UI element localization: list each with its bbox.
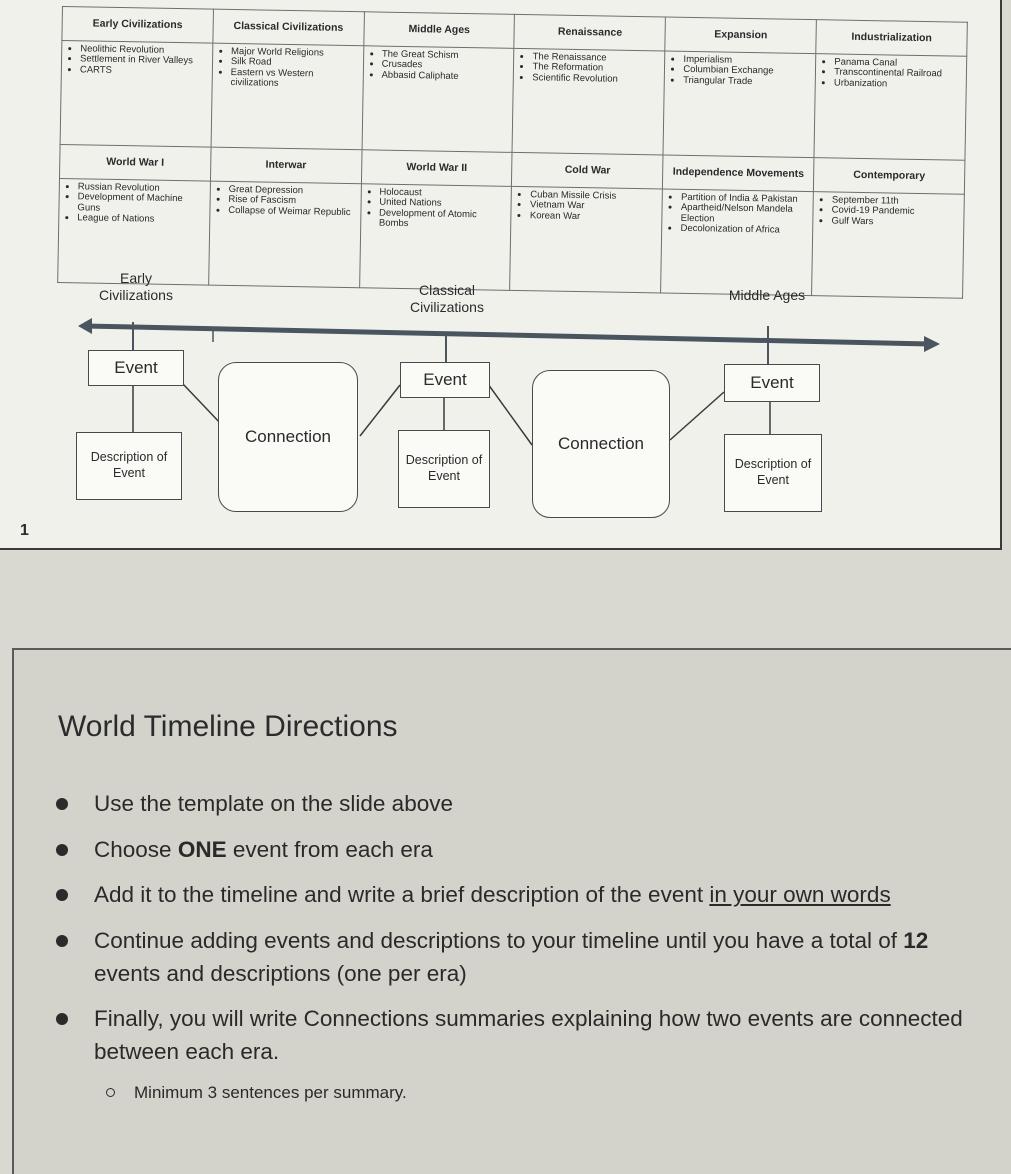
era-item: • Crusades [382,60,508,73]
era-item: • Settlement in River Valleys [80,55,206,68]
era-item: • United Nations [379,198,505,211]
timeline-era-label-classical: Classical Civilizations [410,282,484,315]
era-item: • Scientific Revolution [532,73,658,86]
era-item: • Urbanization [834,78,960,91]
directions-list [54,788,964,1119]
era-header-cell: World War II [361,150,512,187]
era-item: • Neolithic Revolution [80,44,206,57]
event-box-2[interactable]: Event [400,362,490,398]
connection-box-1[interactable]: Connection [218,362,358,512]
era-item: • Silk Road [231,57,357,70]
era-header-cell: Renaissance [514,14,665,51]
direction-item: Continue adding events and descriptions to your timeline until you have a total of 12 events and descriptions (one per era) [54,925,964,990]
era-item: • Decolonization of Africa [680,224,806,237]
era-item: • The Renaissance [533,52,659,65]
template-slide [0,0,1002,550]
timeline-era-label-middle-ages: Middle Ages [728,287,806,303]
era-header-cell: Classical Civilizations [213,9,364,46]
sub-direction-item: Minimum 3 sentences per summary. [54,1081,964,1106]
era-item: • Triangular Trade [683,76,809,89]
era-item: • League of Nations [77,214,203,227]
era-item: • Eastern vs Western civilizations [230,68,356,91]
slide-number: 1 [20,522,29,539]
era-item: • Gulf Wars [831,216,957,229]
era-item: • Transcontinental Railroad [834,68,960,81]
era-item: • Collapse of Weimar Republic [228,206,354,219]
direction-item: Finally, you will write Connections summaries explaining how two events are connected between each era. [54,1003,964,1068]
era-header-cell: Expansion [665,17,816,54]
era-header-cell: Early Civilizations [62,7,213,44]
era-item: • The Reformation [532,63,658,76]
era-header-cell: Interwar [210,147,361,184]
era-header-cell: Cold War [512,152,663,189]
era-item: • Apartheid/Nelson Mandela Election [681,203,807,226]
direction-item: Use the template on the slide above [54,788,964,821]
era-item: • Development of Machine Guns [77,193,203,216]
direction-item: Add it to the timeline and write a brief description of the event in your own words [54,879,964,912]
era-item: • Cuban Missile Crisis [530,190,656,203]
description-box-1[interactable]: Description of Event [76,432,182,500]
era-item: • Abbasid Caliphate [381,70,507,83]
direction-item: Choose ONE event from each era [54,834,964,867]
bullet-icon [56,798,68,810]
event-box-3[interactable]: Event [724,364,820,402]
era-item: • Development of Atomic Bombs [379,208,505,231]
era-item: • Panama Canal [834,57,960,70]
bullet-icon [56,935,68,947]
era-item: • Holocaust [379,188,505,201]
era-item: • CARTS [80,65,206,78]
era-header-cell: Contemporary [814,158,965,195]
bullet-icon [56,844,68,856]
era-item: • The Great Schism [382,50,508,63]
era-header-cell: World War I [59,144,210,181]
description-box-2[interactable]: Description of Event [398,430,490,508]
era-item: • Vietnam War [530,201,656,214]
era-header-cell: Independence Movements [663,155,814,192]
era-header-cell: Middle Ages [364,12,515,49]
era-item: • Imperialism [683,55,809,68]
era-item: • Russian Revolution [78,182,204,195]
era-item: • Partition of India & Pakistan [681,193,807,206]
era-item: • September 11th [832,195,958,208]
bullet-icon [56,889,68,901]
era-item: • Major World Religions [231,47,357,60]
directions-title: World Timeline Directions [58,710,398,743]
era-item: • Rise of Fascism [228,195,354,208]
connection-box-2[interactable]: Connection [532,370,670,518]
era-item: • Korean War [530,211,656,224]
era-header-cell: Industrialization [816,20,967,57]
era-item: • Great Depression [229,185,355,198]
directions-slide [12,648,1011,1174]
description-box-3[interactable]: Description of Event [724,434,822,512]
era-item: • Covid-19 Pandemic [832,206,958,219]
timeline-era-label-early: Early Civilizations [99,270,173,303]
bullet-icon [56,1013,68,1025]
era-item: • Columbian Exchange [683,65,809,78]
event-box-1[interactable]: Event [88,350,184,386]
hollow-bullet-icon [106,1088,115,1097]
